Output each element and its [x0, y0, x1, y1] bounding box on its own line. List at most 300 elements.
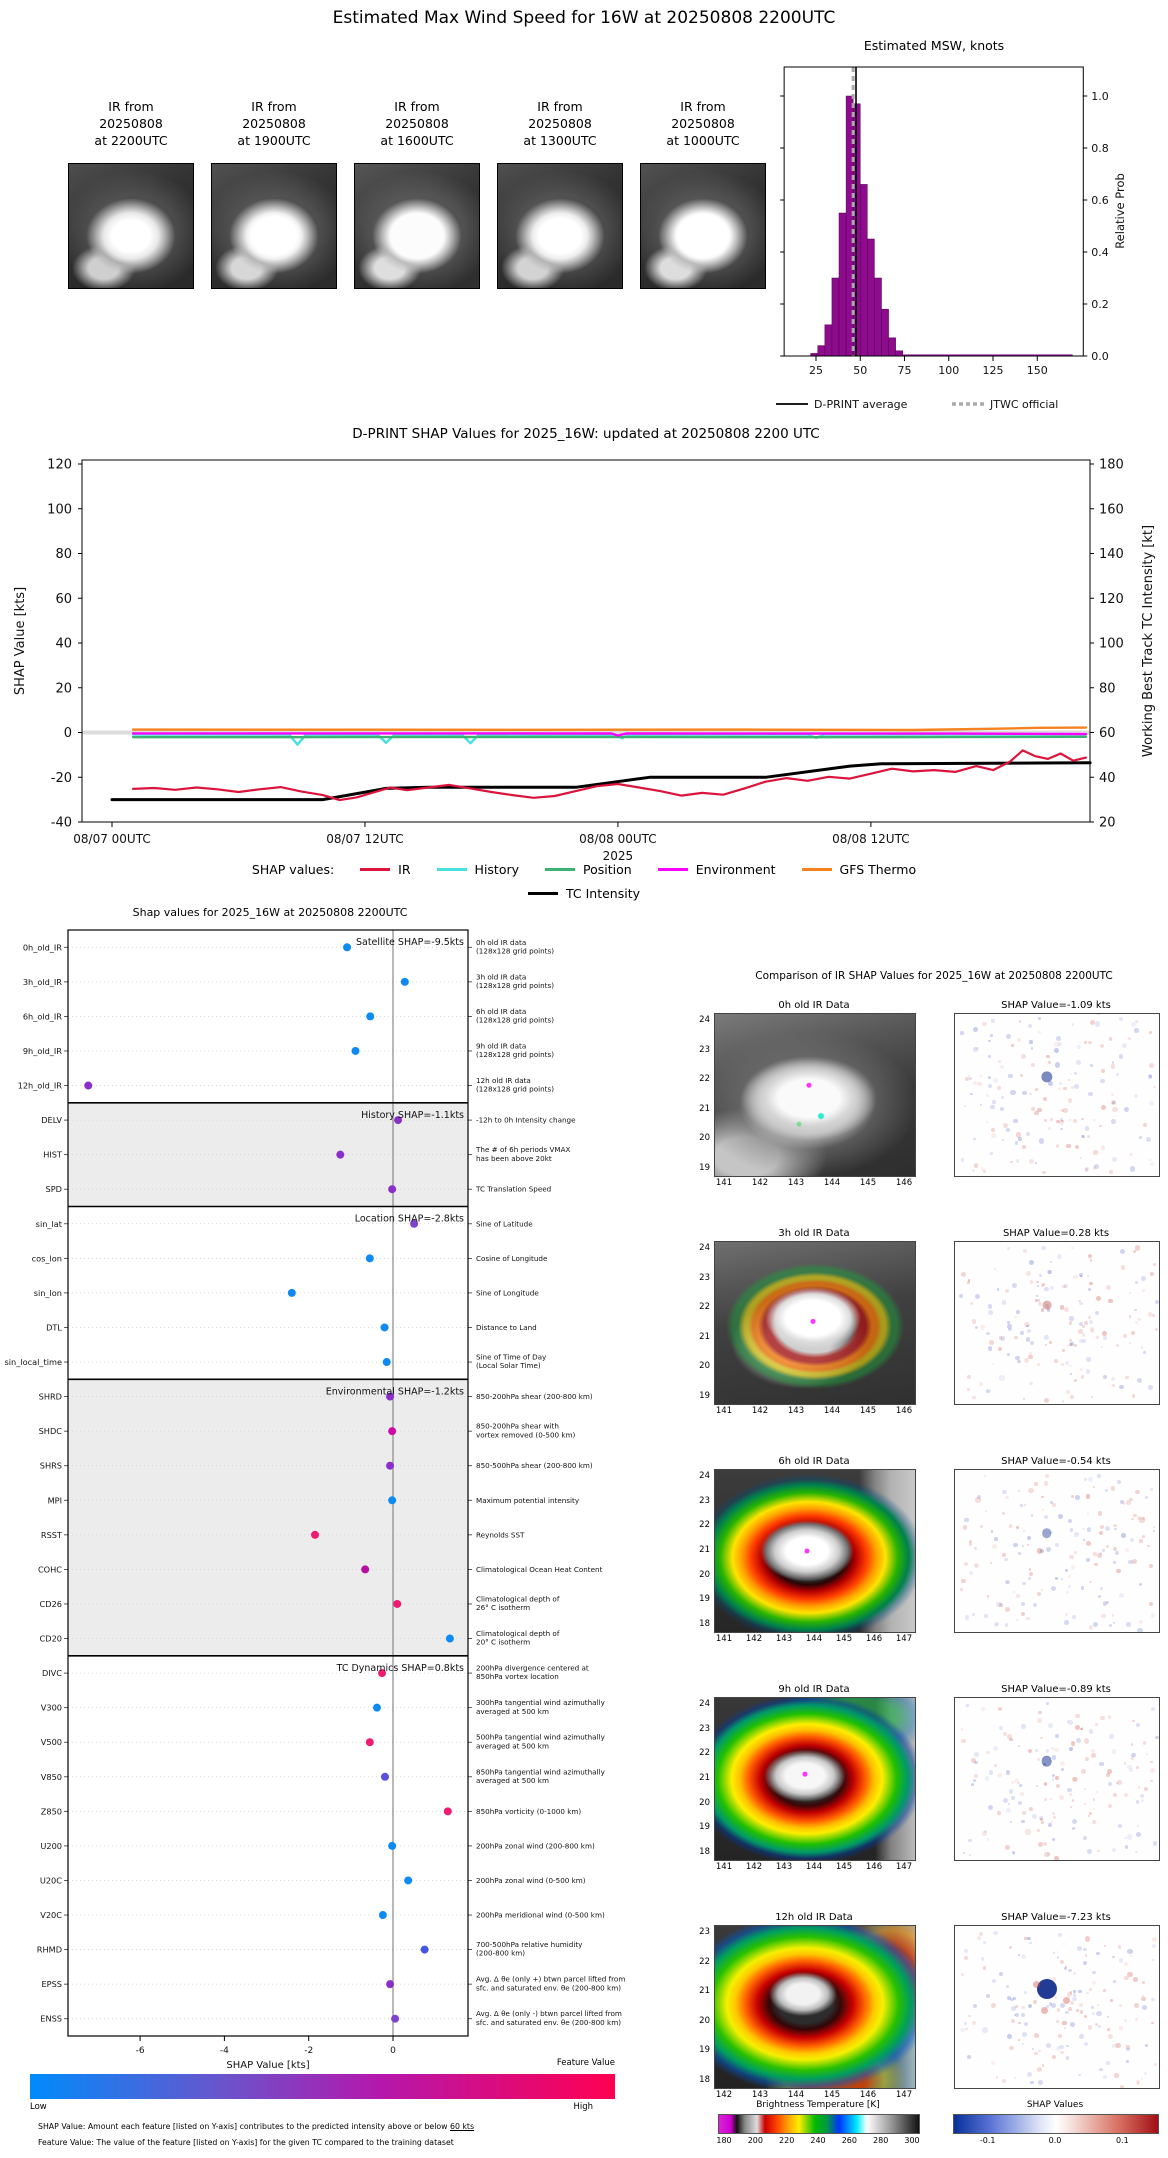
speckle — [1093, 1486, 1095, 1488]
speckle — [1070, 2001, 1075, 2006]
speckle — [1044, 1287, 1048, 1291]
speckle — [1029, 1159, 1034, 1164]
lon-tick-label: 141 — [715, 1862, 733, 1872]
speckle — [967, 1388, 969, 1390]
ir-thumbnail-label-line: 20250808 — [242, 116, 306, 131]
speckle — [1026, 1132, 1030, 1136]
feature-desc-SHDC: 850-200hPa shear with — [476, 1421, 559, 1431]
speckle — [1022, 1582, 1026, 1586]
year-label: 2025 — [602, 849, 634, 863]
feature-desc-3h_old_IR: (128x128 grid points) — [476, 980, 555, 990]
feature-desc-SHRS: 850-500hPa shear (200-800 km) — [476, 1461, 593, 1471]
speckle — [1042, 2064, 1045, 2067]
speckle — [1044, 1398, 1049, 1403]
feature-label-RHMD: RHMD — [36, 1944, 62, 1955]
speckle — [1143, 1123, 1147, 1127]
speckle — [1031, 1063, 1035, 1067]
speckle — [1082, 1325, 1085, 1328]
speckle — [1131, 1331, 1135, 1335]
left-ytick-label: 40 — [55, 636, 72, 652]
speckle — [1014, 1336, 1017, 1339]
shap-colorbar-tick: 0.0 — [1048, 2136, 1062, 2145]
speckle — [1089, 1282, 1093, 1286]
speckle — [1154, 2063, 1157, 2066]
speckle — [961, 1579, 965, 1583]
lon-tick-label: 142 — [751, 1406, 769, 1416]
halo-speckle — [1033, 1981, 1040, 1988]
lon-tick-label: 144 — [823, 1178, 841, 1188]
lat-tick-label: 22 — [699, 1520, 710, 1531]
feature-label-sin_local_time: sin_local_time — [4, 1357, 62, 1368]
speckle — [965, 1615, 969, 1619]
speckle — [1126, 1622, 1131, 1627]
speckle — [1127, 1834, 1132, 1839]
speckle — [1084, 1738, 1089, 1743]
speckle — [1072, 1819, 1077, 1824]
timeseries-legend-row2 — [0, 886, 1168, 901]
speckle — [1010, 1161, 1012, 1163]
shap-dot-3h_old_IR — [401, 978, 409, 986]
speckle — [1034, 1111, 1038, 1115]
bt-colorbar-tick: 240 — [810, 2136, 826, 2145]
speckle — [1017, 1782, 1019, 1784]
legend-item-history — [437, 862, 519, 877]
speckle — [983, 1170, 986, 1173]
speckle — [1027, 2072, 1032, 2077]
speckle — [1113, 1622, 1115, 1624]
speckle — [1026, 1325, 1028, 1327]
speckle — [988, 1076, 990, 1078]
speckle — [1142, 2005, 1147, 2010]
speckle — [1045, 1474, 1049, 1478]
histogram-xtick-label: 150 — [1026, 364, 1048, 377]
speckle — [1011, 1781, 1013, 1783]
speckle — [1150, 1488, 1153, 1491]
speckle — [1060, 1960, 1064, 1964]
speckle — [1072, 1615, 1076, 1619]
speckle — [1078, 2074, 1081, 2077]
speckle — [986, 1121, 988, 1123]
speckle — [1034, 1482, 1038, 1486]
lon-tick-label: 145 — [835, 1862, 853, 1872]
speckle — [1091, 1753, 1096, 1758]
speckle — [1046, 1749, 1050, 1753]
speckle — [1090, 1259, 1092, 1261]
speckle — [1015, 1356, 1019, 1360]
speckle — [1149, 1159, 1151, 1161]
speckle — [1038, 1031, 1041, 1034]
speckle — [975, 1565, 977, 1567]
speckle — [988, 1040, 990, 1042]
speckle — [1042, 1283, 1045, 1286]
speckle — [1100, 1716, 1104, 1720]
speckle — [1124, 1107, 1129, 1112]
speckle — [1041, 1496, 1044, 1499]
center-blob — [1041, 1756, 1052, 1767]
speckle — [1031, 1382, 1034, 1385]
speckle — [1081, 1586, 1084, 1589]
ir-thumbnail-1 — [211, 98, 337, 289]
histogram-bar — [874, 278, 881, 356]
ir-thumbnail-label-line: 20250808 — [99, 116, 163, 131]
ir-thumbnail-label — [497, 98, 623, 149]
feature-desc-V300: 300hPa tangential wind azimuthally — [476, 1698, 605, 1708]
speckle — [1084, 1041, 1088, 1045]
left-ytick-label: -20 — [50, 770, 72, 786]
speckle — [1118, 1945, 1121, 1948]
speckle — [1051, 1586, 1056, 1591]
speckle — [1096, 1336, 1099, 1339]
speckle — [1108, 2034, 1113, 2039]
speckle — [1114, 1528, 1116, 1530]
speckle — [1113, 1524, 1117, 1528]
speckle — [1135, 1281, 1138, 1284]
center-blob — [1042, 1528, 1052, 1538]
speckle — [1056, 1784, 1060, 1788]
speckle — [972, 1613, 975, 1616]
speckle — [1020, 1504, 1023, 1507]
speckle — [989, 1770, 993, 1774]
speckle — [1006, 1128, 1010, 1132]
speckle — [1021, 1054, 1026, 1059]
speckle — [1051, 1747, 1054, 1750]
lat-tick-label: 18 — [699, 1847, 710, 1857]
speckle — [1111, 1119, 1116, 1124]
speckle — [1088, 1092, 1092, 1096]
speckle — [970, 1302, 973, 1305]
speckle — [1032, 2048, 1034, 2050]
speckle — [1119, 1958, 1124, 1963]
speckle — [997, 1811, 1000, 1814]
speckle — [1137, 2082, 1140, 2085]
speckle — [1089, 1988, 1092, 1991]
speckle — [1101, 1069, 1105, 1073]
speckle — [982, 2027, 987, 2032]
speckle — [1054, 1048, 1059, 1053]
lat-tick-label: 21 — [699, 1545, 710, 1555]
speckle — [1109, 1037, 1112, 1040]
ir-thumbnail-label — [211, 98, 337, 149]
lat-tick-label: 19 — [699, 1163, 710, 1173]
speckle — [1089, 1320, 1093, 1324]
speckle — [1052, 2055, 1056, 2059]
speckle — [1111, 1377, 1115, 1381]
ir-thumbnail-label-line: at 2200UTC — [94, 133, 168, 148]
speckle — [1084, 1803, 1086, 1805]
speckle — [973, 1779, 976, 1782]
speckle — [1024, 2022, 1028, 2026]
speckle — [1149, 1564, 1153, 1568]
speckle — [1140, 1794, 1144, 1798]
ir-thumbnail-label-line: at 1900UTC — [237, 133, 311, 148]
speckle — [1007, 2034, 1012, 2039]
group-band — [68, 1379, 468, 1656]
speckle — [1011, 2006, 1016, 2011]
lat-tick-label: 22 — [699, 1302, 710, 1313]
lon-tick-label: 141 — [715, 1634, 733, 1644]
speckle — [1024, 1991, 1027, 1994]
speckle — [1016, 1310, 1020, 1314]
speckle — [1007, 1353, 1010, 1356]
speckle — [1082, 1339, 1086, 1343]
speckle — [1017, 1360, 1021, 1364]
feature-label-sin_lat: sin_lat — [35, 1218, 62, 1229]
ir-thumbnail-label-line: at 1300UTC — [523, 133, 597, 148]
speckle — [1066, 2056, 1070, 2060]
shap-map-title-1: SHAP Value=0.28 kts — [1002, 1228, 1110, 1239]
shap-value-map-0 — [954, 1013, 1160, 1177]
left-ytick-label: 0 — [63, 726, 72, 741]
speckle — [1021, 1954, 1026, 1959]
speckle — [1081, 1375, 1084, 1378]
feature-label-9h_old_IR: 9h_old_IR — [22, 1045, 62, 1056]
speckle — [1096, 1791, 1098, 1793]
ir-data-map-4 — [714, 1925, 916, 2089]
speckle — [1009, 1789, 1013, 1793]
speckle — [1002, 1139, 1004, 1141]
speckle — [1106, 1285, 1111, 1290]
speckle — [1071, 1741, 1075, 1745]
speckle — [1102, 1331, 1107, 1336]
speckle — [1107, 2016, 1110, 2019]
lon-tick-label: 147 — [895, 2090, 913, 2100]
feature-desc-9h_old_IR: (128x128 grid points) — [476, 1050, 555, 1060]
speckle — [1151, 1613, 1156, 1618]
speckle — [1031, 1047, 1034, 1050]
ir-data-map-1 — [714, 1241, 916, 1405]
histogram-bar — [881, 309, 888, 356]
speckle — [988, 1084, 992, 1088]
speckle — [1081, 1769, 1086, 1774]
lat-tick-label: 21 — [699, 1103, 710, 1114]
shap-dot-cos_lon — [366, 1254, 374, 1262]
speckle — [1155, 1328, 1158, 1331]
group-header: History SHAP=-1.1kts — [361, 1109, 464, 1121]
speckle — [1103, 1375, 1107, 1379]
speckle — [974, 1761, 977, 1764]
shap-dot-6h_old_IR — [366, 1012, 374, 1020]
shap-dot-Z850 — [444, 1807, 452, 1815]
speckle — [1064, 1307, 1069, 1312]
lat-tick-label: 20 — [699, 1133, 710, 1144]
speckle — [1060, 2051, 1063, 2054]
legend-item-gfs-thermo — [802, 862, 917, 877]
speckle — [1027, 1544, 1029, 1546]
feature-desc-ENSS: sfc. and saturated env. θe (200-800 km) — [476, 2017, 622, 2027]
speckle — [1072, 1997, 1076, 2001]
speckle — [1037, 1829, 1040, 1832]
speckle — [1033, 1603, 1037, 1607]
speckle — [982, 1022, 987, 1027]
speckle — [1038, 1842, 1043, 1847]
speckle — [1068, 1098, 1073, 1103]
speckle — [1141, 1799, 1144, 1802]
speckle — [988, 1055, 990, 1057]
speckle — [1107, 2028, 1110, 2031]
shap-value-map-1 — [954, 1241, 1160, 1405]
speckle — [1126, 2060, 1129, 2063]
speckle — [972, 1169, 976, 1173]
speckle — [1116, 1344, 1119, 1347]
speckle — [1084, 2015, 1087, 2018]
legend-item-tc-intensity — [528, 886, 640, 901]
lat-tick-label: 24 — [699, 1471, 710, 1481]
lat-tick-label: 20 — [699, 1797, 710, 1808]
speckle — [1152, 1314, 1155, 1317]
speckle — [1023, 1530, 1025, 1532]
lat-tick-label: 24 — [699, 1243, 710, 1253]
speckle — [1119, 1054, 1124, 1059]
speckle — [1112, 1384, 1115, 1387]
histogram-ytick-label: 0.0 — [1091, 350, 1109, 363]
speckle — [1068, 1969, 1072, 1973]
speckle — [1016, 1594, 1020, 1598]
speckle — [1132, 1720, 1134, 1722]
speckle — [1054, 1359, 1058, 1363]
speckle — [1141, 1346, 1144, 1349]
speckle — [1095, 1723, 1098, 1726]
shap-map-title-3: SHAP Value=-0.89 kts — [1001, 1684, 1111, 1695]
lat-tick-label: 21 — [699, 1986, 710, 1997]
speckle — [1062, 2021, 1066, 2025]
speckle — [986, 1751, 989, 1754]
speckle — [1114, 2073, 1119, 2078]
speckle — [1130, 1955, 1132, 1957]
speckle — [981, 1707, 985, 1711]
speckle — [1153, 1263, 1156, 1266]
speckle — [964, 1956, 968, 1960]
dotplot-title: Shap values for 2025_16W at 20250808 2200UTC — [132, 906, 408, 919]
speckle — [1113, 1561, 1117, 1565]
speckle — [1136, 1832, 1141, 1837]
speckle — [1103, 1336, 1106, 1339]
speckle — [1068, 1575, 1071, 1578]
lon-tick-label: 145 — [859, 1178, 877, 1188]
speckle — [1061, 1109, 1063, 1111]
speckle — [1034, 2052, 1038, 2056]
speckle — [1137, 1825, 1139, 1827]
speckle — [1013, 1543, 1018, 1548]
feature-desc-DELV: -12h to 0h Intensity change — [476, 1115, 576, 1125]
speckle — [1021, 2013, 1025, 2017]
speckle — [1070, 1806, 1072, 1808]
speckle — [1020, 1792, 1024, 1796]
speckle — [1094, 1563, 1097, 1566]
speckle — [1101, 1346, 1103, 1348]
ir-thumbnail-label-line: 20250808 — [528, 116, 592, 131]
speckle — [1015, 2013, 1019, 2017]
legend-item-label: Environment — [695, 862, 776, 877]
footnote-underlined-threshold: 60 kts — [450, 2122, 475, 2131]
speckle — [1023, 1249, 1027, 1253]
speckle — [1131, 1756, 1134, 1759]
speckle — [1044, 1782, 1047, 1785]
speckle — [1035, 1088, 1038, 1091]
speckle — [1060, 2003, 1065, 2008]
speckle — [1010, 1090, 1015, 1095]
speckle — [964, 1562, 968, 1566]
speckle — [1009, 1946, 1012, 1949]
speckle — [991, 1128, 995, 1132]
speckle — [1038, 1302, 1042, 1306]
legend-item-label: GFS Thermo — [839, 862, 917, 877]
ir-thumbnail-label-line: IR from — [394, 99, 440, 114]
speckle — [1065, 2011, 1069, 2015]
shap-dot-ENSS — [391, 2015, 399, 2023]
speckle — [1150, 1768, 1155, 1773]
speckle — [1072, 1799, 1074, 1801]
xtick-label: 08/08 00UTC — [579, 832, 657, 846]
speckle — [997, 1773, 1002, 1778]
left-ytick-label: 20 — [55, 681, 72, 697]
speckle — [1002, 1300, 1007, 1305]
speckle — [1048, 1723, 1053, 1728]
speckle — [1055, 1734, 1059, 1738]
feature-desc-HIST: has been above 20kt — [476, 1153, 552, 1163]
speckle — [1075, 1145, 1079, 1149]
speckle — [992, 1544, 997, 1549]
speckle — [1053, 1816, 1056, 1819]
speckle — [1063, 1943, 1065, 1945]
lon-tick-label: 144 — [805, 1634, 823, 1644]
speckle — [996, 2076, 999, 2079]
speckle — [1043, 1842, 1047, 1846]
feature-desc-cos_lon: Cosine of Longitude — [476, 1253, 548, 1263]
bt-colorbar-tick: 260 — [841, 2136, 857, 2145]
speckle — [1084, 1788, 1086, 1790]
histogram-xtick-label: 25 — [809, 364, 823, 377]
lon-tick-label: 143 — [775, 1634, 793, 1644]
shap-value-map-2 — [954, 1469, 1160, 1633]
lon-tick-label: 142 — [745, 1634, 763, 1644]
lat-tick-label: 23 — [699, 1272, 710, 1283]
speckle — [1126, 2045, 1129, 2048]
feature-desc-V500: 500hPa tangential wind azimuthally — [476, 1732, 605, 1742]
lat-tick-label: 20 — [699, 1361, 710, 1372]
speckle — [1117, 1480, 1121, 1484]
speckle — [1087, 1135, 1090, 1138]
speckle — [1042, 1509, 1045, 1512]
series-ir — [133, 750, 1086, 800]
speckle — [1018, 1552, 1021, 1555]
speckle — [1085, 1168, 1088, 1171]
speckle — [1048, 1823, 1052, 1827]
feature-desc-V300: averaged at 500 km — [476, 1706, 549, 1716]
speckle — [1097, 1850, 1100, 1853]
speckle — [1151, 1707, 1155, 1711]
group-header: Environmental SHAP=-1.2kts — [325, 1386, 464, 1398]
feature-label-SPD: SPD — [45, 1184, 62, 1195]
speckle — [1057, 1254, 1062, 1259]
speckle — [1078, 1990, 1081, 1993]
speckle — [1111, 1093, 1114, 1096]
shap-dot-EPSS — [386, 1980, 394, 1988]
speckle — [1054, 1856, 1059, 1861]
feature-desc-HIST: The # of 6h periods VMAX — [476, 1145, 571, 1155]
lon-tick-label: 146 — [859, 2090, 877, 2100]
speckle — [1037, 1592, 1041, 1596]
speckle — [1069, 1793, 1072, 1796]
speckle — [1124, 1762, 1127, 1765]
speckle — [1074, 1379, 1076, 1381]
lat-tick-label: 18 — [699, 1619, 710, 1629]
speckle — [1083, 1961, 1087, 1965]
speckle — [1056, 2020, 1059, 2023]
histogram-bar — [832, 278, 839, 356]
speckle — [1028, 2004, 1032, 2008]
speckle — [1013, 1119, 1018, 1124]
bt-colorbar-tick: 200 — [747, 2136, 763, 2145]
